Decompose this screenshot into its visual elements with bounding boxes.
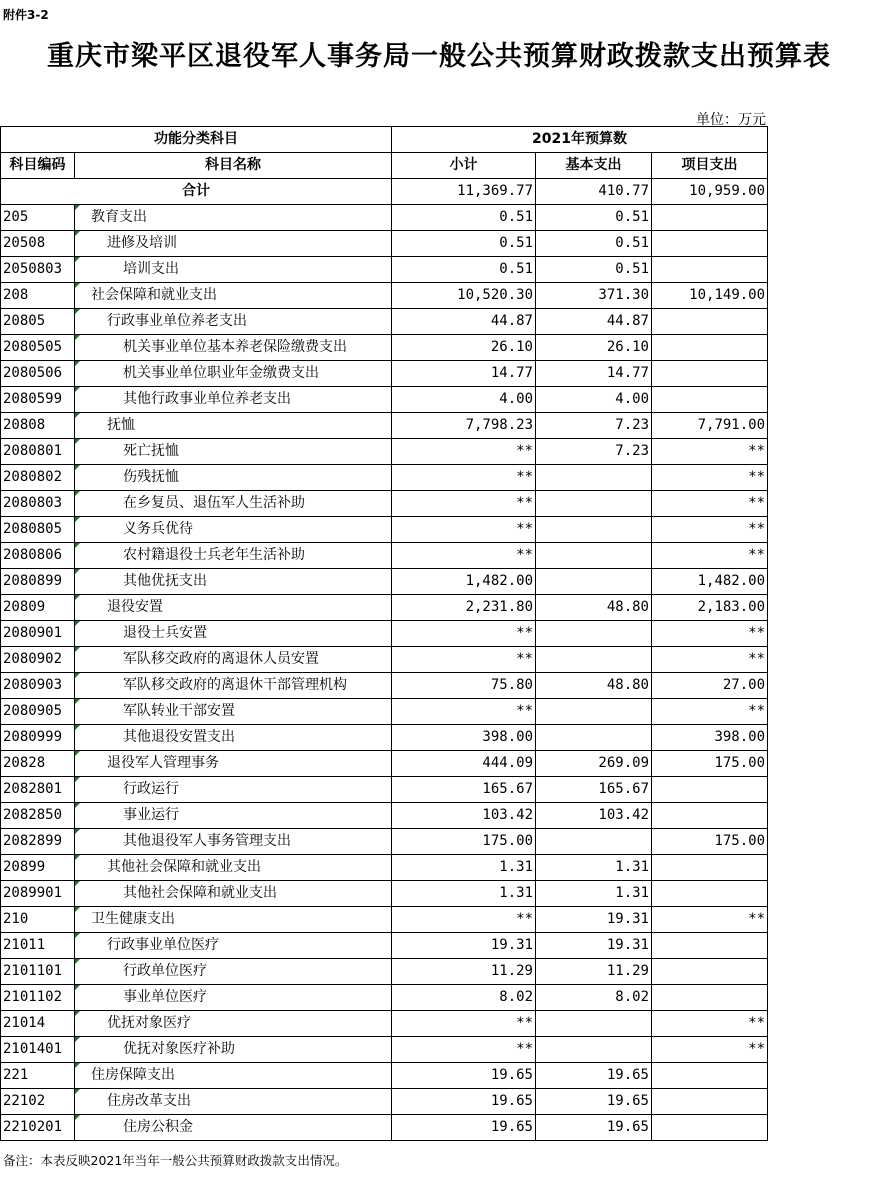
row-project: [652, 205, 768, 231]
row-basic: 7.23: [536, 439, 652, 465]
row-subtotal: 19.65: [392, 1089, 536, 1115]
row-basic: [536, 491, 652, 517]
row-name: 其他退役军人事务管理支出: [75, 829, 392, 855]
total-label: 合计: [1, 179, 392, 205]
row-basic: 7.23: [536, 413, 652, 439]
row-code: 208: [1, 283, 75, 309]
row-name: 抚恤: [75, 413, 392, 439]
row-name: 其他社会保障和就业支出: [75, 881, 392, 907]
name-header: 科目名称: [75, 153, 392, 179]
row-basic: [536, 465, 652, 491]
row-name: 退役士兵安置: [75, 621, 392, 647]
row-project: **: [652, 465, 768, 491]
table-row: [1, 543, 768, 569]
row-basic: 26.10: [536, 335, 652, 361]
row-project: [652, 881, 768, 907]
row-subtotal: 1.31: [392, 881, 536, 907]
row-project: **: [652, 1011, 768, 1037]
row-name: 进修及培训: [75, 231, 392, 257]
row-basic: 1.31: [536, 881, 652, 907]
row-project: 175.00: [652, 829, 768, 855]
row-code: 2101101: [1, 959, 75, 985]
row-code: 2082801: [1, 777, 75, 803]
row-project: **: [652, 517, 768, 543]
row-project: **: [652, 647, 768, 673]
row-project: [652, 309, 768, 335]
row-subtotal: 165.67: [392, 777, 536, 803]
table-row: [1, 933, 768, 959]
row-name: 住房公积金: [75, 1115, 392, 1141]
row-project: 10,149.00: [652, 283, 768, 309]
row-name: 行政运行: [75, 777, 392, 803]
row-name: 卫生健康支出: [75, 907, 392, 933]
row-code: 20828: [1, 751, 75, 777]
row-project: **: [652, 1037, 768, 1063]
row-code: 22102: [1, 1089, 75, 1115]
row-subtotal: **: [392, 907, 536, 933]
row-subtotal: 11.29: [392, 959, 536, 985]
table-row: [1, 413, 768, 439]
row-project: 27.00: [652, 673, 768, 699]
row-project: **: [652, 439, 768, 465]
row-subtotal: **: [392, 1037, 536, 1063]
row-code: 2080505: [1, 335, 75, 361]
table-row: [1, 621, 768, 647]
attachment-label: 附件3-2: [3, 8, 49, 22]
row-subtotal: **: [392, 491, 536, 517]
row-name: 优抚对象医疗补助: [75, 1037, 392, 1063]
row-basic: 0.51: [536, 231, 652, 257]
budget-table: [0, 126, 768, 1141]
row-code: 2080999: [1, 725, 75, 751]
row-name: 退役军人管理事务: [75, 751, 392, 777]
row-basic: 165.67: [536, 777, 652, 803]
row-code: 2080599: [1, 387, 75, 413]
table-row: [1, 725, 768, 751]
row-name: 农村籍退役士兵老年生活补助: [75, 543, 392, 569]
row-name: 优抚对象医疗: [75, 1011, 392, 1037]
row-subtotal: 10,520.30: [392, 283, 536, 309]
row-subtotal: **: [392, 621, 536, 647]
row-subtotal: 19.65: [392, 1115, 536, 1141]
row-project: **: [652, 543, 768, 569]
row-project: 7,791.00: [652, 413, 768, 439]
table-row: [1, 1063, 768, 1089]
table-row: [1, 517, 768, 543]
row-basic: 19.65: [536, 1063, 652, 1089]
row-code: 2210201: [1, 1115, 75, 1141]
table-row: [1, 465, 768, 491]
row-basic: 19.31: [536, 933, 652, 959]
row-project: [652, 1115, 768, 1141]
row-name: 培训支出: [75, 257, 392, 283]
row-code: 20508: [1, 231, 75, 257]
table-row: [1, 283, 768, 309]
row-subtotal: 444.09: [392, 751, 536, 777]
subtotal-header: 小计: [392, 153, 536, 179]
row-basic: [536, 829, 652, 855]
row-subtotal: 19.65: [392, 1063, 536, 1089]
row-basic: 48.80: [536, 673, 652, 699]
row-name: 行政事业单位医疗: [75, 933, 392, 959]
row-code: 2080899: [1, 569, 75, 595]
row-code: 2080506: [1, 361, 75, 387]
row-name: 其他退役安置支出: [75, 725, 392, 751]
row-name: 军队移交政府的离退休人员安置: [75, 647, 392, 673]
table-row: [1, 309, 768, 335]
row-code: 2080806: [1, 543, 75, 569]
table-row: [1, 1037, 768, 1063]
row-subtotal: 1.31: [392, 855, 536, 881]
row-name: 死亡抚恤: [75, 439, 392, 465]
row-project: [652, 387, 768, 413]
row-code: 2082899: [1, 829, 75, 855]
table-row: [1, 777, 768, 803]
row-name: 社会保障和就业支出: [75, 283, 392, 309]
row-basic: 44.87: [536, 309, 652, 335]
row-code: 2080901: [1, 621, 75, 647]
table-row: [1, 1011, 768, 1037]
row-code: 20805: [1, 309, 75, 335]
row-basic: 14.77: [536, 361, 652, 387]
row-name: 事业运行: [75, 803, 392, 829]
row-project: 175.00: [652, 751, 768, 777]
row-subtotal: 0.51: [392, 231, 536, 257]
footnote: 备注：本表反映2021年当年一般公共预算财政拨款支出情况。: [3, 1153, 348, 1168]
table-row: [1, 439, 768, 465]
row-subtotal: 44.87: [392, 309, 536, 335]
project-header: 项目支出: [652, 153, 768, 179]
row-code: 2089901: [1, 881, 75, 907]
row-subtotal: 14.77: [392, 361, 536, 387]
row-basic: [536, 647, 652, 673]
row-project: [652, 1063, 768, 1089]
row-code: 20809: [1, 595, 75, 621]
row-code: 21014: [1, 1011, 75, 1037]
row-subtotal: 398.00: [392, 725, 536, 751]
row-subtotal: 0.51: [392, 205, 536, 231]
row-basic: [536, 1011, 652, 1037]
row-subtotal: 103.42: [392, 803, 536, 829]
row-basic: 269.09: [536, 751, 652, 777]
row-code: 20899: [1, 855, 75, 881]
table-row: [1, 1089, 768, 1115]
row-basic: 4.00: [536, 387, 652, 413]
row-basic: [536, 517, 652, 543]
row-project: **: [652, 699, 768, 725]
row-project: 2,183.00: [652, 595, 768, 621]
row-basic: 1.31: [536, 855, 652, 881]
row-project: [652, 933, 768, 959]
row-name: 行政事业单位养老支出: [75, 309, 392, 335]
table-row: [1, 985, 768, 1011]
basic-header: 基本支出: [536, 153, 652, 179]
row-basic: 19.31: [536, 907, 652, 933]
row-project: [652, 855, 768, 881]
row-project: [652, 1089, 768, 1115]
row-basic: 11.29: [536, 959, 652, 985]
row-name: 在乡复员、退伍军人生活补助: [75, 491, 392, 517]
row-subtotal: 175.00: [392, 829, 536, 855]
row-code: 205: [1, 205, 75, 231]
row-project: **: [652, 621, 768, 647]
row-code: 2080903: [1, 673, 75, 699]
row-code: 21011: [1, 933, 75, 959]
row-basic: [536, 569, 652, 595]
row-basic: [536, 725, 652, 751]
table-row: [1, 595, 768, 621]
row-name: 住房改革支出: [75, 1089, 392, 1115]
row-code: 2050803: [1, 257, 75, 283]
table-row: [1, 1115, 768, 1141]
row-project: 1,482.00: [652, 569, 768, 595]
row-subtotal: 75.80: [392, 673, 536, 699]
row-subtotal: 8.02: [392, 985, 536, 1011]
row-basic: 371.30: [536, 283, 652, 309]
table-row: [1, 231, 768, 257]
row-basic: 19.65: [536, 1115, 652, 1141]
row-code: 2101401: [1, 1037, 75, 1063]
header-row-1: [1, 127, 768, 153]
row-name: 机关事业单位职业年金缴费支出: [75, 361, 392, 387]
table-row: [1, 751, 768, 777]
total-subtotal: 11,369.77: [392, 179, 536, 205]
row-basic: 103.42: [536, 803, 652, 829]
row-subtotal: **: [392, 699, 536, 725]
row-project: [652, 231, 768, 257]
table-row: [1, 387, 768, 413]
row-subtotal: **: [392, 1011, 536, 1037]
row-project: [652, 335, 768, 361]
row-name: 其他社会保障和就业支出: [75, 855, 392, 881]
row-code: 20808: [1, 413, 75, 439]
row-subtotal: 19.31: [392, 933, 536, 959]
row-basic: 8.02: [536, 985, 652, 1011]
row-subtotal: **: [392, 647, 536, 673]
row-basic: [536, 543, 652, 569]
row-name: 退役安置: [75, 595, 392, 621]
row-name: 其他优抚支出: [75, 569, 392, 595]
row-project: [652, 257, 768, 283]
row-name: 行政单位医疗: [75, 959, 392, 985]
row-code: 2080805: [1, 517, 75, 543]
total-project: 10,959.00: [652, 179, 768, 205]
row-subtotal: 0.51: [392, 257, 536, 283]
functional-category-header: 功能分类科目: [1, 127, 392, 153]
table-row: [1, 699, 768, 725]
row-name: 事业单位医疗: [75, 985, 392, 1011]
row-code: 2080801: [1, 439, 75, 465]
row-project: **: [652, 907, 768, 933]
row-code: 2080803: [1, 491, 75, 517]
row-subtotal: 2,231.80: [392, 595, 536, 621]
row-subtotal: **: [392, 439, 536, 465]
row-name: 伤残抚恤: [75, 465, 392, 491]
row-code: 2080802: [1, 465, 75, 491]
table-row: [1, 257, 768, 283]
row-basic: 0.51: [536, 257, 652, 283]
row-code: 2082850: [1, 803, 75, 829]
table-row: [1, 335, 768, 361]
header-row-2: [1, 153, 768, 179]
row-subtotal: 7,798.23: [392, 413, 536, 439]
row-subtotal: 4.00: [392, 387, 536, 413]
code-header: 科目编码: [1, 153, 75, 179]
row-basic: 0.51: [536, 205, 652, 231]
row-code: 2080905: [1, 699, 75, 725]
table-row: [1, 803, 768, 829]
row-name: 机关事业单位基本养老保险缴费支出: [75, 335, 392, 361]
row-name: 军队移交政府的离退休干部管理机构: [75, 673, 392, 699]
row-code: 221: [1, 1063, 75, 1089]
table-row: [1, 881, 768, 907]
total-row: [1, 179, 768, 205]
row-subtotal: **: [392, 517, 536, 543]
table-row: [1, 205, 768, 231]
total-basic: 410.77: [536, 179, 652, 205]
row-basic: [536, 621, 652, 647]
budget-year-header: 2021年预算数: [392, 127, 768, 153]
row-name: 其他行政事业单位养老支出: [75, 387, 392, 413]
unit-label: 单位：万元: [696, 112, 766, 128]
row-subtotal: **: [392, 543, 536, 569]
table-row: [1, 673, 768, 699]
table-row: [1, 855, 768, 881]
table-row: [1, 647, 768, 673]
row-basic: [536, 699, 652, 725]
table-row: [1, 361, 768, 387]
row-name: 义务兵优待: [75, 517, 392, 543]
row-basic: 19.65: [536, 1089, 652, 1115]
row-name: 军队转业干部安置: [75, 699, 392, 725]
row-project: **: [652, 491, 768, 517]
row-name: 教育支出: [75, 205, 392, 231]
row-code: 210: [1, 907, 75, 933]
row-project: [652, 985, 768, 1011]
row-project: [652, 803, 768, 829]
table-row: [1, 569, 768, 595]
table-row: [1, 959, 768, 985]
row-code: 2101102: [1, 985, 75, 1011]
page-title: 重庆市梁平区退役军人事务局一般公共预算财政拨款支出预算表: [47, 41, 831, 72]
row-code: 2080902: [1, 647, 75, 673]
row-project: [652, 777, 768, 803]
table-row: [1, 907, 768, 933]
row-subtotal: **: [392, 465, 536, 491]
row-project: [652, 361, 768, 387]
row-basic: [536, 1037, 652, 1063]
row-subtotal: 1,482.00: [392, 569, 536, 595]
row-project: [652, 959, 768, 985]
table-row: [1, 491, 768, 517]
table-row: [1, 829, 768, 855]
row-basic: 48.80: [536, 595, 652, 621]
row-subtotal: 26.10: [392, 335, 536, 361]
row-project: 398.00: [652, 725, 768, 751]
row-name: 住房保障支出: [75, 1063, 392, 1089]
